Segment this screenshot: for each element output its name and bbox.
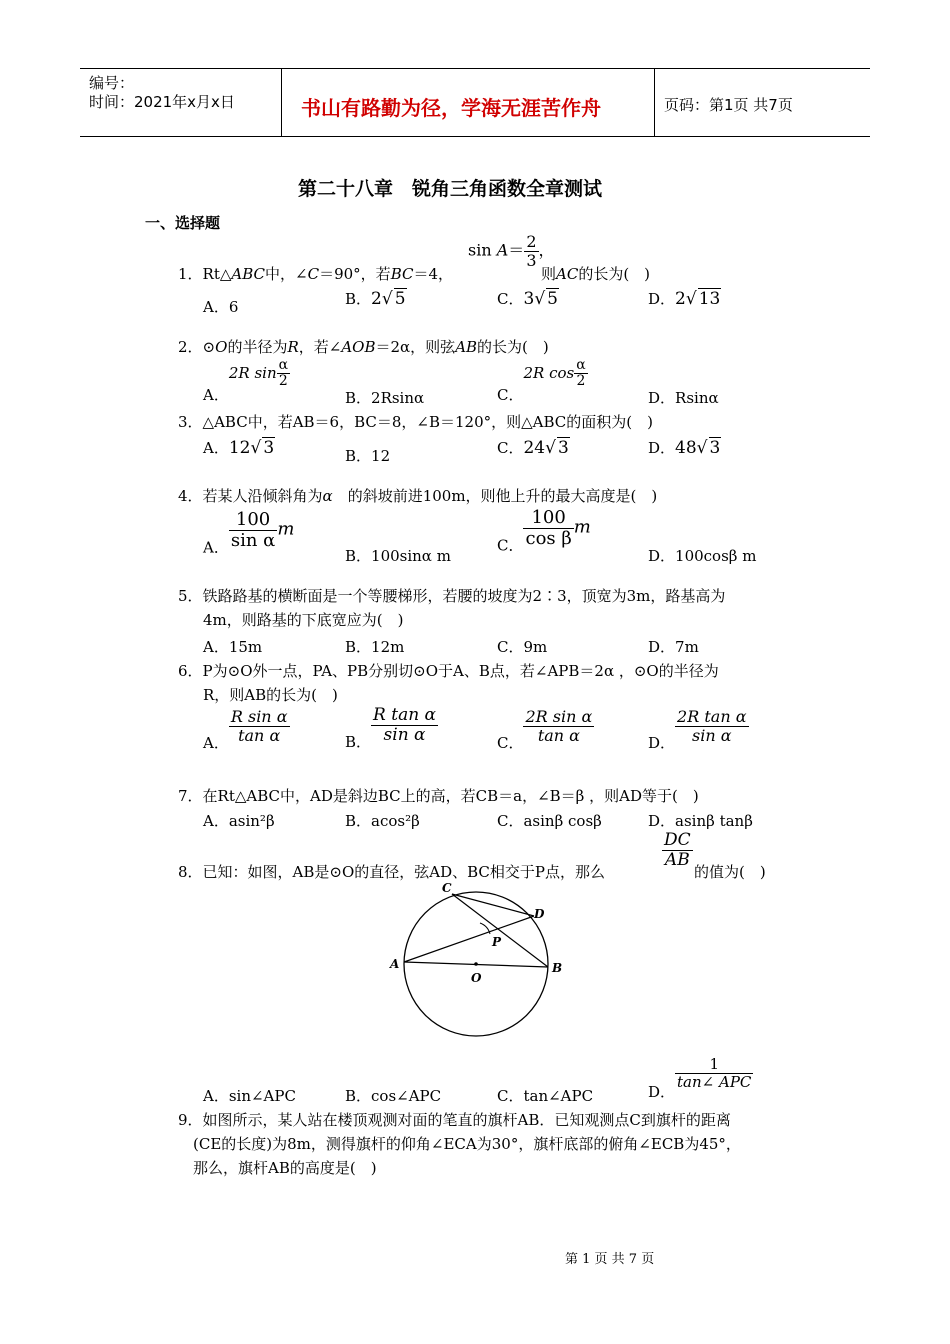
question-4-stem: 4．若某人沿倾斜角为α 的斜坡前进100m，则他上升的最大高度是( )	[178, 487, 658, 505]
question-5-line-1: 5．铁路路基的横断面是一个等腰梯形，若腰的坡度为2∶3，顶宽为3m，路基高为	[178, 587, 726, 605]
question-2-stem: 2．⊙O的半径为R，若∠AOB＝2α，则弦AB的长为( )	[178, 338, 549, 356]
q7-option-a[interactable]: A．asin²β	[203, 812, 275, 830]
q5-option-b[interactable]: B．12m	[345, 638, 405, 656]
q7-option-b[interactable]: B．acos²β	[345, 812, 420, 830]
q1-option-d[interactable]: D．2√ 13	[648, 289, 721, 309]
q8-option-c[interactable]: C．tan∠APC	[497, 1087, 594, 1105]
q7-option-d[interactable]: D．asinβ tanβ	[648, 812, 753, 830]
label-a: A	[390, 957, 400, 971]
question-6-line-1: 6．P为⊙O外一点，PA、PB分别切⊙O于A、B点，若∠APB＝2α ，⊙O的半径为	[178, 662, 719, 680]
circle-figure	[380, 878, 580, 1043]
q4-option-d[interactable]: D．100cosβ m	[648, 547, 757, 565]
header-date: 时间：2021年x月x日	[89, 93, 235, 111]
label-d: D	[534, 907, 545, 921]
question-3-stem: 3．△ABC中，若AB＝6，BC＝8，∠B＝120°，则△ABC的面积为( )	[178, 413, 653, 431]
question-1-formula: sin A＝ $\frac{2}{3}$ ，	[468, 232, 555, 270]
question-9-line-2: (CE的长度)为8m，测得旗杆的仰角∠ECA为30°，旗杆底部的俯角∠ECB为45°，	[193, 1135, 741, 1153]
header-bottom-rule	[80, 136, 870, 137]
q1-option-a[interactable]: A．6	[203, 298, 239, 316]
question-8-fraction: $\frac{DC}{AB}$	[664, 830, 691, 870]
label-c: C	[442, 881, 452, 895]
header-motto: 书山有路勤为径，学海无涯苦作舟	[301, 96, 601, 120]
label-p: P	[492, 935, 502, 949]
q1-option-b[interactable]: B．2√ 5	[345, 289, 406, 309]
q8-option-a[interactable]: A．sin∠APC	[203, 1087, 296, 1105]
label-o: O	[471, 971, 482, 985]
q5-option-d[interactable]: D．7m	[648, 638, 699, 656]
question-8-stem-end: 的值为( )	[694, 863, 766, 881]
q4-option-a[interactable]: A． $\frac{100}{\text{sin α}}$ m	[203, 509, 295, 557]
label-b: B	[552, 961, 563, 975]
q4-option-b[interactable]: B．100sinα m	[345, 547, 451, 565]
q6-option-d[interactable]: D． $\frac{\text{2R tan α}}{\text{sin α}}$	[648, 707, 747, 753]
question-1-stem: 1．Rt△ABC中，∠C＝90°，若BC＝4，	[178, 265, 454, 283]
header-divider-1	[281, 69, 282, 136]
q2-option-b[interactable]: B．2Rsinα	[345, 389, 425, 407]
chord-bc	[452, 894, 548, 967]
question-8-stem: 8．已知：如图，AB是⊙O的直径，弦AD、BC相交于P点，那么	[178, 863, 605, 881]
q4-option-c[interactable]: C． $\frac{100}{\text{cos β}}$ m	[497, 507, 591, 555]
question-9-line-3: 那么，旗杆AB的高度是( )	[193, 1159, 377, 1177]
page-footer: 第 1 页 共 7 页	[565, 1252, 655, 1267]
q3-option-d[interactable]: D．48√ 3	[648, 438, 721, 458]
q8-option-b[interactable]: B．cos∠APC	[345, 1087, 442, 1105]
header-number: 编号：	[89, 74, 135, 92]
question-9-line-1: 9．如图所示，某人站在楼顶观测对面的笔直的旗杆AB．已知观测点C到旗杆的距离	[178, 1111, 731, 1129]
q2-option-a[interactable]: A．2R sin $\frac{\alpha}{2}$	[203, 357, 289, 404]
q3-option-b[interactable]: B．12	[345, 447, 391, 465]
q1-option-c[interactable]: C．3√ 5	[497, 289, 558, 309]
q6-option-b[interactable]: B． $\frac{\text{R tan α}}{\text{sin α}}$	[345, 705, 437, 752]
header-top-rule	[80, 68, 870, 69]
q3-option-c[interactable]: C．24√ 3	[497, 438, 569, 458]
header-divider-2	[654, 69, 655, 136]
q3-option-a[interactable]: A．12√ 3	[203, 438, 275, 458]
q6-option-a[interactable]: A． $\frac{\text{R sin α}}{\text{tan α}}$	[203, 707, 288, 753]
page-title: 第二十八章 锐角三角函数全章测试	[298, 178, 603, 200]
section-heading: 一、选择题	[145, 214, 221, 232]
question-5-line-2: 4m，则路基的下底宽应为( )	[203, 611, 404, 629]
header-page-info: 页码：第1页 共7页	[664, 96, 793, 114]
center-point	[474, 962, 478, 966]
q2-option-c[interactable]: C．2R cos $\frac{\alpha}{2}$	[497, 357, 586, 404]
question-6-line-2: R，则AB的长为( )	[203, 686, 338, 704]
q5-option-a[interactable]: A．15m	[203, 638, 263, 656]
chord-ad	[404, 916, 534, 962]
q2-option-d[interactable]: D．Rsinα	[648, 389, 719, 407]
q5-option-c[interactable]: C．9m	[497, 638, 548, 656]
q7-option-c[interactable]: C．asinβ cosβ	[497, 812, 602, 830]
q6-option-c[interactable]: C． $\frac{\text{2R sin α}}{\text{tan α}}$	[497, 707, 593, 753]
q8-option-d[interactable]: D． $\frac{1}{\text{tan∠ APC}}$	[648, 1055, 752, 1101]
question-1-stem-end: 则AC的长为( )	[541, 265, 651, 283]
question-7-stem: 7．在Rt△ABC中，AD是斜边BC上的高，若CB＝a，∠B＝β ，则AD等于( )	[178, 787, 699, 805]
chord-cd	[452, 894, 534, 916]
